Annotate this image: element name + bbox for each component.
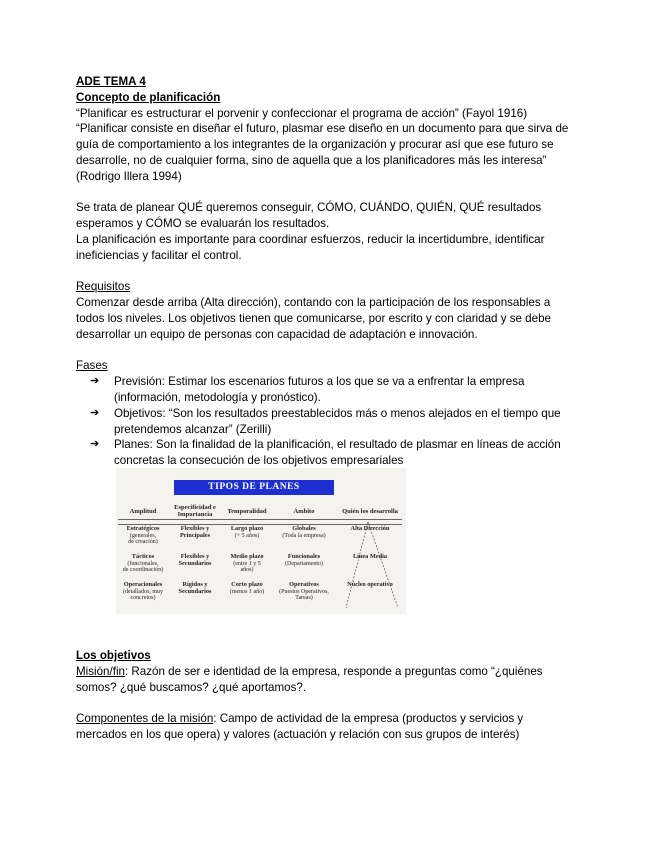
table-cell: Flexibles y Principales xyxy=(179,525,211,539)
table-cell: Operacionales (detallados, muy concretos) xyxy=(123,581,163,601)
text-line: La planificación es importante para coordinar esfuerzos, reducir la incertidumbre, identificar xyxy=(76,232,545,246)
section-heading-requisitos: Requisitos xyxy=(76,280,131,294)
text-line: desarrollar un equipo de personas con capacidad de adaptación e innovación. xyxy=(76,327,478,341)
table-cell: Operativos (Puestos Operativos, Tareas) xyxy=(279,581,329,601)
text-line: mercados en los que opera) y valores (actuación y relación con sus grupos de interés) xyxy=(76,727,520,741)
table-cell: Largo plazo (+ 5 años) xyxy=(230,525,264,539)
table-cell: Flexibles y Secundarios xyxy=(178,553,212,567)
table-title: TIPOS DE PLANES xyxy=(174,480,334,495)
text-line: (Rodrigo Illera 1994) xyxy=(76,169,182,183)
text-line: Componentes de la misión: Campo de actividad de la empresa (productos y servicios y xyxy=(76,712,524,726)
pyramid-edge xyxy=(368,522,398,608)
list-item: ➔ Objetivos: “Son los resultados preestablecidos más o menos alejados en el tiempo que pretendemos alcanzar” (Zerilli) xyxy=(90,406,561,436)
table-cell: Línea Media xyxy=(352,553,388,560)
pyramid-edge xyxy=(346,522,368,608)
table-cell: Estratégicos (generales, de creación) xyxy=(126,525,160,545)
arrow-right-icon: ➔ xyxy=(90,438,100,451)
list-item: ➔ Planes: Son la finalidad de la planificación, el resultado de plasmar en líneas de acción concretas la consecución de los objetivos empresariales xyxy=(90,438,561,468)
table-cell: Alta Dirección xyxy=(350,525,390,532)
table-cell: Corto plazo (menos 1 año) xyxy=(229,581,265,595)
table-header: Amplitud xyxy=(129,508,157,515)
fases-list xyxy=(76,374,586,469)
table-header: Ámbito xyxy=(293,508,315,515)
arrow-right-icon: ➔ xyxy=(90,406,100,419)
table-cell: Tácticos (funcionales, de coordinación) xyxy=(122,553,164,573)
tipos-de-planes-table-image xyxy=(116,468,406,614)
document-page xyxy=(76,74,586,469)
table-cell: Funcionales (Departamento) xyxy=(285,553,323,567)
pyramid-diagram xyxy=(116,468,406,614)
text-line: Misión/fin: Razón de ser e identidad de la empresa, responde a preguntas como “¿quiénes xyxy=(76,664,543,678)
objetivos-section xyxy=(76,648,586,743)
section-heading-objetivos: Los objetivos xyxy=(76,649,151,662)
section-heading-planificacion: Concepto de planificación xyxy=(76,90,221,104)
table-cell: Núcleo operativo xyxy=(347,581,393,588)
text-line: Comenzar desde arriba (Alta dirección), contando con la participación de los responsables a xyxy=(76,296,551,310)
text-line: “Planificar consiste en diseñar el futuro, plasmar ese diseño en un documento para que sirva de xyxy=(76,122,569,136)
text-line: “Planificar es estructurar el porvenir y confeccionar el programa de acción” (Fayol 1916) xyxy=(76,106,528,120)
table-cell: Rígidos y Secundarios xyxy=(178,581,212,595)
table-header: Especificidad e Importancia xyxy=(174,504,216,518)
text-line: Se trata de planear QUÉ queremos conseguir, CÓMO, CUÁNDO, QUIÉN, QUÉ resultados xyxy=(76,201,542,215)
table-cell: Medio plazo (entre 1 y 5 años) xyxy=(230,553,264,573)
table-header: Temporalidad xyxy=(227,508,267,515)
text-line: guía de comportamiento a los integrantes de la organización y procurar así que ese futuro se xyxy=(76,138,554,152)
text-line: esperamos y CÓMO se evaluarán los resultados. xyxy=(76,217,330,231)
text-line: somos? ¿qué buscamos? ¿qué aportamos?. xyxy=(76,680,307,694)
text-line: desarrolle, no de cualquier forma, sino de aquella que a los planificadores más les interesa” xyxy=(76,153,547,167)
text-line: ineficiencias y facilitar el control. xyxy=(76,248,242,262)
section-heading-fases: Fases xyxy=(76,359,108,373)
list-item: ➔ Previsión: Estimar los escenarios futuros a los que se va a enfrentar la empresa (información, metodología y pronóstico). xyxy=(90,375,525,404)
document-title: ADE TEMA 4 xyxy=(76,75,146,88)
table-header: Quién los desarrolla xyxy=(342,508,398,515)
table-cell: Globales (Toda la empresa) xyxy=(282,525,326,539)
arrow-right-icon: ➔ xyxy=(90,375,100,388)
text-line: todos los niveles. Los objetivos tienen que comunicarse, por escrito y con claridad y se debe xyxy=(76,311,551,325)
